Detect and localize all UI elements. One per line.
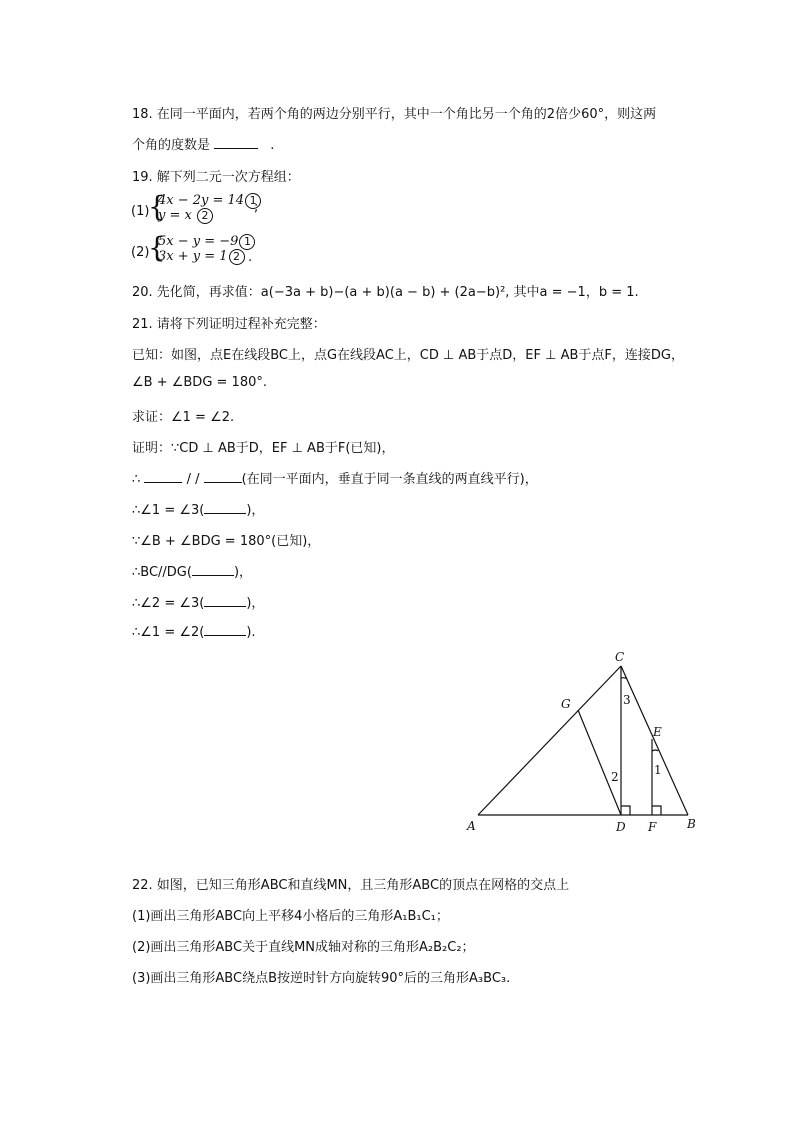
q21-proof-1 — [132, 468, 538, 487]
q21-proof-4-tail: )， — [233, 565, 253, 580]
q21-given-1: 已知：如图，点E在线段BC上，点G在线段AC上，CD ⊥ AB于点D，EF ⊥ AB于点F，连接DG， — [132, 348, 684, 363]
q19-part-1-label: (1) — [131, 204, 150, 219]
q19-p2-eq1 — [158, 234, 255, 250]
right-angle-mark-d — [621, 806, 630, 815]
segment-bc — [621, 666, 688, 815]
answer-blank — [204, 623, 246, 636]
q21-proof-5 — [132, 592, 264, 611]
therefore-symbol: ∴ — [132, 472, 141, 487]
q21-proof-6-tail: ). — [246, 625, 256, 640]
q22-item-2: (2)画出三角形ABC关于直线MN成轴对称的三角形A₂B₂C₂； — [132, 940, 475, 955]
q20-text: 20. 先化简，再求值：a(−3a + b)−(a + b)(a − b) + (2a−b)², 其中a = −1，b = 1. — [132, 285, 639, 300]
q21-proof-6-text: ∴∠1 = ∠2( — [132, 625, 205, 640]
circled-number: 1 — [245, 193, 261, 209]
q21-proof-2-tail: )， — [246, 503, 265, 518]
q19-p1-eq2-text: y = x — [158, 208, 192, 223]
q19-p1-tail: ; — [254, 200, 259, 215]
q21-proof-5-tail: )， — [246, 596, 265, 611]
q19-p1-eq2 — [158, 208, 213, 224]
angle-label-2: 2 — [611, 770, 619, 784]
q21-proof-1-reason: (在同一平面内，垂直于同一条直线的两直线平行)， — [241, 472, 538, 487]
q18-line-2-tail: . — [270, 138, 275, 153]
q18-line-2-text: 个角的度数是 — [132, 138, 211, 153]
left-brace-icon: { — [148, 190, 166, 223]
label-g: G — [561, 697, 571, 711]
answer-blank — [192, 563, 234, 576]
right-angle-mark-f — [652, 806, 661, 815]
angle-label-1: 1 — [654, 763, 662, 777]
q19-p1-eq1 — [158, 193, 261, 209]
q19-p2-eq2-text: 3x + y = 1 — [158, 249, 228, 264]
q18-line-2 — [132, 134, 274, 153]
q21-title: 21. 请将下列证明过程补充完整： — [132, 317, 326, 332]
q21-proof-5-text: ∴∠2 = ∠3( — [132, 596, 205, 611]
q19-title: 19. 解下列二元一次方程组： — [132, 170, 300, 185]
q21-proof-0: 证明：∵CD ⊥ AB于D，EF ⊥ AB于F(已知)， — [132, 441, 395, 456]
answer-blank — [204, 501, 246, 514]
q21-given-2: ∠B + ∠BDG = 180°. — [132, 375, 267, 390]
label-c: C — [615, 650, 625, 664]
q19-part-2-label: (2) — [131, 245, 150, 260]
left-brace-icon: { — [148, 231, 166, 264]
triangle-figure — [460, 645, 710, 845]
segment-dg — [578, 710, 621, 815]
angle-arc-1 — [652, 750, 658, 751]
label-a: A — [467, 819, 476, 833]
q18-line-1: 18. 在同一平面内，若两个角的两边分别平行，其中一个角比另一个角的2倍少60°，则这两 — [132, 107, 657, 122]
q21-proof-4-text: ∴BC//DG( — [132, 565, 192, 580]
q19-p2-tail: . — [248, 250, 253, 265]
q21-proof-2-text: ∴∠1 = ∠3( — [132, 503, 205, 518]
answer-blank — [204, 470, 242, 483]
q21-proof-3: ∵∠B + ∠BDG = 180°(已知)， — [132, 534, 321, 549]
q22-title: 22. 如图，已知三角形ABC和直线MN，且三角形ABC的顶点在网格的交点上 — [132, 878, 570, 893]
angle-label-3: 3 — [623, 693, 631, 707]
label-f: F — [648, 820, 657, 834]
segment-ac — [478, 666, 621, 815]
q19-p2-eq2 — [158, 249, 245, 265]
angle-arc-3 — [621, 678, 627, 679]
parallel-symbol: / / — [186, 472, 200, 487]
q21-proof-6 — [132, 623, 256, 640]
answer-blank — [144, 470, 182, 483]
q21-proof-2 — [132, 499, 264, 518]
q22-item-1: (1)画出三角形ABC向上平移4小格后的三角形A₁B₁C₁； — [132, 909, 449, 924]
q21-proof-4 — [132, 561, 252, 580]
label-d: D — [616, 820, 626, 834]
q19-p1-eq1-text: 4x − 2y = 14 — [158, 193, 245, 208]
circled-number: 1 — [239, 234, 255, 250]
answer-blank — [214, 136, 258, 149]
label-e: E — [653, 725, 662, 739]
q19-p2-eq1-text: 5x − y = −9 — [158, 234, 239, 249]
label-b: B — [687, 817, 696, 831]
q21-prove: 求证：∠1 = ∠2. — [132, 410, 235, 425]
q22-item-3: (3)画出三角形ABC绕点B按逆时针方向旋转90°后的三角形A₃BC₃. — [132, 971, 511, 986]
answer-blank — [204, 594, 246, 607]
circled-number: 2 — [197, 208, 213, 224]
circled-number: 2 — [229, 249, 245, 265]
